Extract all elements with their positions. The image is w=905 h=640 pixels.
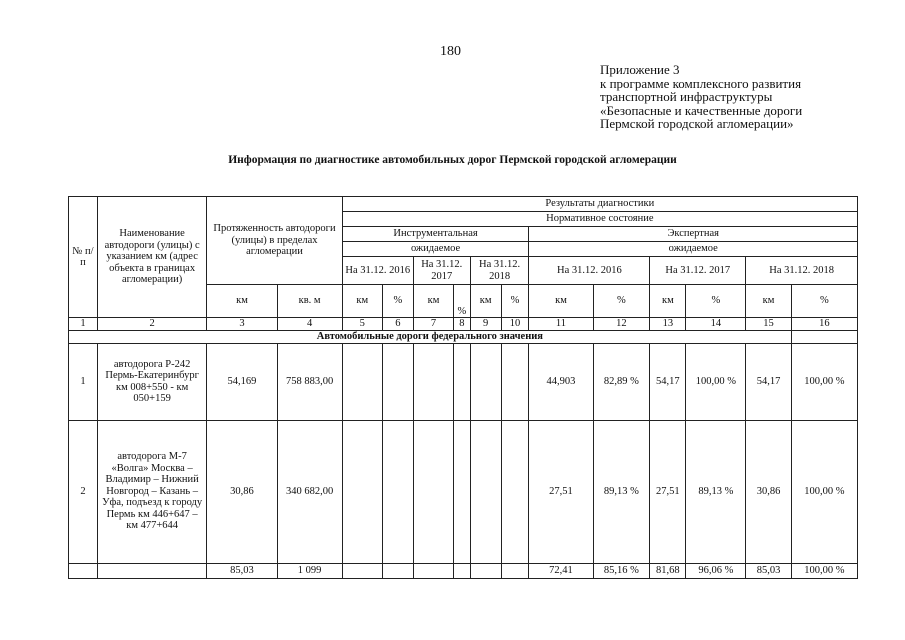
row-exp-2016-km: 27,51 (529, 420, 593, 563)
appendix-line: Пермской городской агломерации» (600, 116, 794, 131)
unit-pct: % (382, 285, 413, 318)
empty-cell (501, 563, 529, 578)
empty-cell (501, 343, 529, 420)
col-number: 16 (791, 318, 857, 331)
row-exp-2016-pct: 89,13 % (593, 420, 650, 563)
empty-cell (470, 343, 501, 420)
empty-cell (454, 420, 471, 563)
col-number: 10 (501, 318, 529, 331)
unit-km: км (650, 285, 686, 318)
empty-cell (791, 330, 857, 343)
empty-cell (501, 420, 529, 563)
col-number: 13 (650, 318, 686, 331)
unit-km: км (207, 285, 277, 318)
empty-cell (470, 420, 501, 563)
unit-pct: % (501, 285, 529, 318)
instr-date-2017: На 31.12. 2017 (413, 257, 470, 285)
row-exp-2017-pct: 100,00 % (686, 343, 746, 420)
header-expert: Экспертная (529, 227, 858, 242)
col-number: 3 (207, 318, 277, 331)
instr-date-2016: На 31.12. 2016 (342, 257, 413, 285)
row-length-km: 30,86 (207, 420, 277, 563)
page-number: 180 (440, 44, 461, 59)
empty-cell (342, 420, 382, 563)
appendix-line: «Безопасные и качественные дороги (600, 102, 803, 118)
empty-cell (454, 563, 471, 578)
header-name: Наименование автодороги (улицы) с указанием км (адрес объекта в границах агломерации) (97, 197, 206, 318)
col-number: 5 (342, 318, 382, 331)
row-exp-2017-km: 27,51 (650, 420, 686, 563)
unit-km: км (529, 285, 593, 318)
col-number: 11 (529, 318, 593, 331)
exp-date-2016: На 31.12. 2016 (529, 257, 650, 285)
empty-cell (382, 343, 413, 420)
total-exp-2016-km: 72,41 (529, 563, 593, 578)
empty-cell (342, 343, 382, 420)
unit-pct: % (593, 285, 650, 318)
appendix-line: к программе комплексного развития (600, 75, 802, 91)
row-exp-2017-pct: 89,13 % (686, 420, 746, 563)
empty-cell (382, 420, 413, 563)
table-row (69, 343, 858, 420)
row-exp-2018-km: 30,86 (746, 420, 791, 563)
document-title: Информация по диагностике автомобильных дорог Пермской городской агломерации (228, 154, 677, 166)
column-number-row (69, 318, 858, 331)
row-exp-2018-km: 54,17 (746, 343, 791, 420)
empty-cell (69, 563, 98, 578)
row-num: 1 (69, 343, 98, 420)
header-expected-instrumental: ожидаемое (342, 242, 529, 257)
col-number: 1 (69, 318, 98, 331)
row-area-sqm: 340 682,00 (277, 420, 342, 563)
row-area-sqm: 758 883,00 (277, 343, 342, 420)
col-number: 7 (413, 318, 453, 331)
row-exp-2016-km: 44,903 (529, 343, 593, 420)
empty-cell (454, 343, 471, 420)
appendix-line: Приложение 3 (600, 62, 680, 77)
unit-pct: % (791, 285, 857, 318)
row-exp-2018-pct: 100,00 % (791, 343, 857, 420)
exp-date-2018: На 31.12. 2018 (746, 257, 858, 285)
row-exp-2018-pct: 100,00 % (791, 420, 857, 563)
header-results: Результаты диагностики (342, 197, 857, 212)
row-exp-2016-pct: 82,89 % (593, 343, 650, 420)
row-length-km: 54,169 (207, 343, 277, 420)
total-exp-2018-pct: 100,00 % (791, 563, 857, 578)
empty-cell (342, 563, 382, 578)
diagnostics-table (68, 196, 858, 579)
empty-cell (413, 420, 453, 563)
total-area-sqm: 1 099 (277, 563, 342, 578)
col-number: 12 (593, 318, 650, 331)
total-row (69, 563, 858, 578)
header-expected-expert: ожидаемое (529, 242, 858, 257)
row-exp-2017-km: 54,17 (650, 343, 686, 420)
header-normative: Нормативное состояние (342, 212, 857, 227)
table-row (69, 420, 858, 563)
col-number: 6 (382, 318, 413, 331)
unit-km: км (746, 285, 791, 318)
empty-cell (382, 563, 413, 578)
empty-cell (470, 563, 501, 578)
unit-sqm: кв. м (277, 285, 342, 318)
instr-date-2018: На 31.12. 2018 (470, 257, 529, 285)
unit-km: км (413, 285, 453, 318)
header-instrumental: Инструментальная (342, 227, 529, 242)
empty-cell (413, 563, 453, 578)
col-number: 9 (470, 318, 501, 331)
total-exp-2017-pct: 96,06 % (686, 563, 746, 578)
col-number: 2 (97, 318, 206, 331)
empty-cell (413, 343, 453, 420)
row-road-name: автодорога Р-242 Пермь-Екатеринбург км 008+550 - км 050+159 (97, 343, 206, 420)
total-exp-2018-km: 85,03 (746, 563, 791, 578)
col-number: 14 (686, 318, 746, 331)
exp-date-2017: На 31.12. 2017 (650, 257, 746, 285)
unit-km: км (470, 285, 501, 318)
total-length-km: 85,03 (207, 563, 277, 578)
col-number: 4 (277, 318, 342, 331)
header-num: № п/п (69, 197, 98, 318)
row-road-name: автодорога М-7 «Волга» Москва – Владимир – Нижний Новгород – Казань – Уфа, подъезд к городу Пермь км 446+647 – км 477+644 (97, 420, 206, 563)
col-number: 8 (454, 318, 471, 331)
unit-pct: % (454, 285, 471, 318)
total-exp-2016-pct: 85,16 % (593, 563, 650, 578)
col-number: 15 (746, 318, 791, 331)
header-length: Протяженность автодороги (улицы) в пределах агломерации (207, 197, 342, 285)
section-federal-heading: Автомобильные дороги федерального значения (69, 330, 792, 343)
empty-cell (97, 563, 206, 578)
unit-km: км (342, 285, 382, 318)
appendix-line: транспортной инфраструктуры (600, 89, 773, 104)
total-exp-2017-km: 81,68 (650, 563, 686, 578)
appendix-note (600, 63, 802, 131)
unit-pct: % (686, 285, 746, 318)
row-num: 2 (69, 420, 98, 563)
